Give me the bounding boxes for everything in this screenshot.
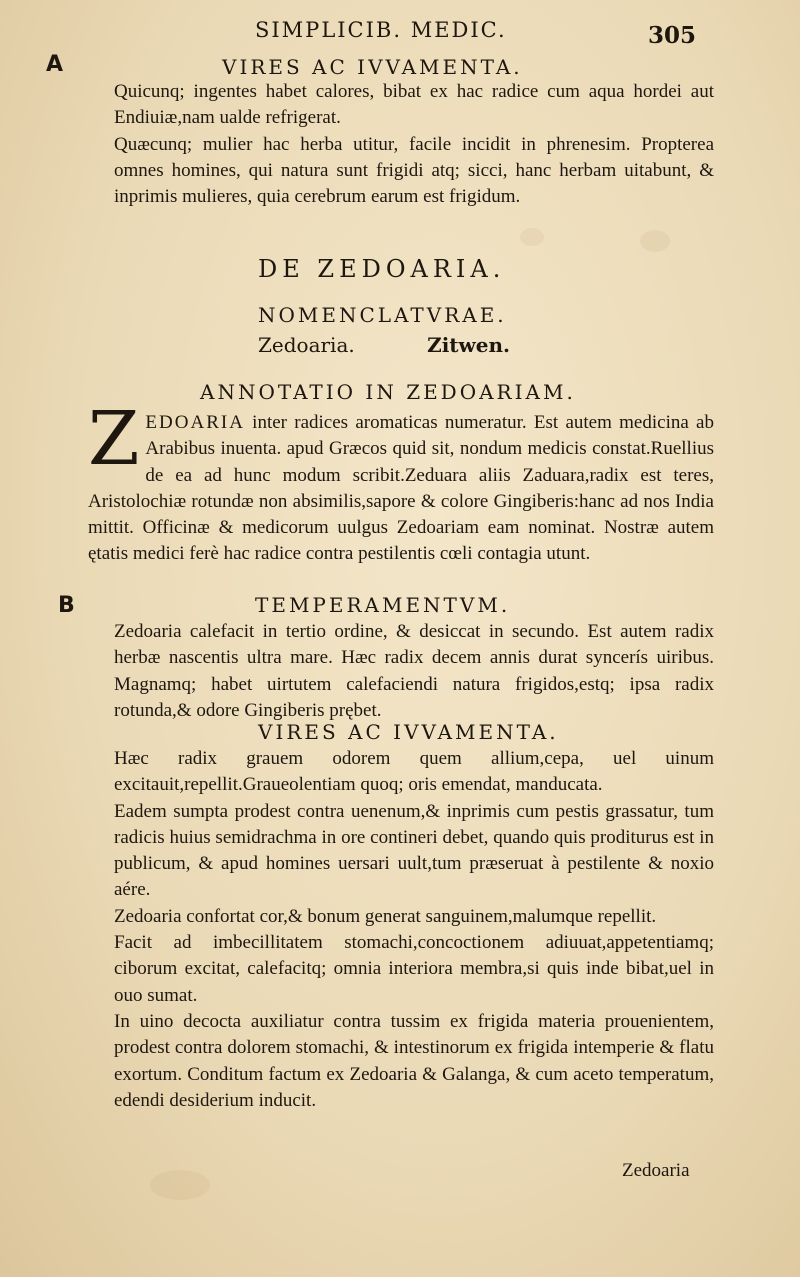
section-heading-vires-1: VIRES AC IVVAMENTA. <box>222 55 523 79</box>
running-head: SIMPLICIB. MEDIC. <box>255 18 507 42</box>
lead-word: EDOARIA <box>145 412 245 433</box>
annotatio-heading: ANNOTATIO IN ZEDOARIAM. <box>200 380 576 404</box>
temperamentum-body <box>114 619 714 724</box>
margin-marker-b: B <box>58 593 75 618</box>
paragraph: Zedoaria calefacit in tertio ordine, & desiccat in secundo. Est autem radix herbæ nascentis ultra mare. Hæc radix decem annis durat syncerís uiribus. Magnamq; habet uirtutem calefaciendi natura frigidos,estq; ipsa radix rotunda,& odore Gingiberis prębet. <box>114 621 714 721</box>
latin-name: Zedoaria. <box>258 333 355 357</box>
annotatio-body <box>88 396 714 568</box>
paragraph <box>88 396 714 568</box>
paragraph: Eadem sumpta prodest contra uenenum,& inprimis cum pestis grassatur, tum radicis huius semidrachma in ore contineri debet, quando quis proditurus est in publicum, & apud homines uersari uult,tum præseruat à pestilente & noxio aére. <box>114 800 714 901</box>
paragraph: In uino decocta auxiliatur contra tussim ex frigida materia prouenientem, prodest contra dolorem stomachi, & intestinorum ex frigida intemperie & flatu exortum. Conditum factum ex Zedoaria & Galanga, & cum aceto temperatum, edendi desiderium inducit. <box>114 1010 714 1111</box>
section-heading-vires-2: VIRES AC IVVAMENTA. <box>258 720 559 744</box>
paragraph: Zedoaria confortat cor,& bonum generat sanguinem,malumque repellit. <box>114 905 657 927</box>
vires-2-body <box>114 746 714 1114</box>
german-name: Zitwen. <box>427 333 510 357</box>
vires-1-body <box>114 79 714 210</box>
page-number: 305 <box>648 22 697 49</box>
catchword: Zedoaria <box>622 1160 690 1181</box>
paragraph: Quæcunq; mulier hac herba utitur, facile incidit in phrenesim. Propterea omnes homines, qui natura sunt frigidi atq; sicci, hanc herbam uitabunt, & inprimis mulieres, quia cerebrum earum est frigidum. <box>114 133 714 208</box>
paragraph: Hæc radix grauem odorem quem allium,cepa, uel uinum excitauit,repellit.Graueolentiam quoq; oris emendat, manducata. <box>114 748 714 796</box>
nomenclature-heading: NOMENCLATVRAE. <box>258 303 507 327</box>
paragraph: Facit ad imbecillitatem stomachi,concoctionem adiuuat,appetentiamq; ciborum excitat, calefacitq; omnia interiora membra,si quis inde bibat,uel in ouo sumat. <box>114 932 714 1006</box>
nomenclature-names <box>258 333 510 357</box>
chapter-title: DE ZEDOARIA. <box>258 255 506 283</box>
margin-marker-a: A <box>46 52 64 77</box>
annotatio-text: inter radices aromaticas numeratur. Est autem medicina ab Arabibus inuenta. apud Græcos quid sit, nondum medicis constat.Ruellius de ea ad hunc modum scribit.Zeduara aliis Zaduara,radix est teres, Aristolochiæ rotundæ non absimilis,sapore & colore Gingiberis:hanc ad nos India mittit. Officinæ & medicorum uulgus Zedoariam eam nominat. Nostræ autem ętatis medici ferè hac radice contra pestilentis cœli contagia utunt. <box>88 412 714 565</box>
temperamentum-heading: TEMPERAMENTVM. <box>255 593 511 617</box>
paragraph: Quicunq; ingentes habet calores, bibat ex hac radice cum aqua hordei aut Endiuiæ,nam ualde refrigerat. <box>114 81 714 129</box>
drop-cap: Z <box>88 396 140 482</box>
